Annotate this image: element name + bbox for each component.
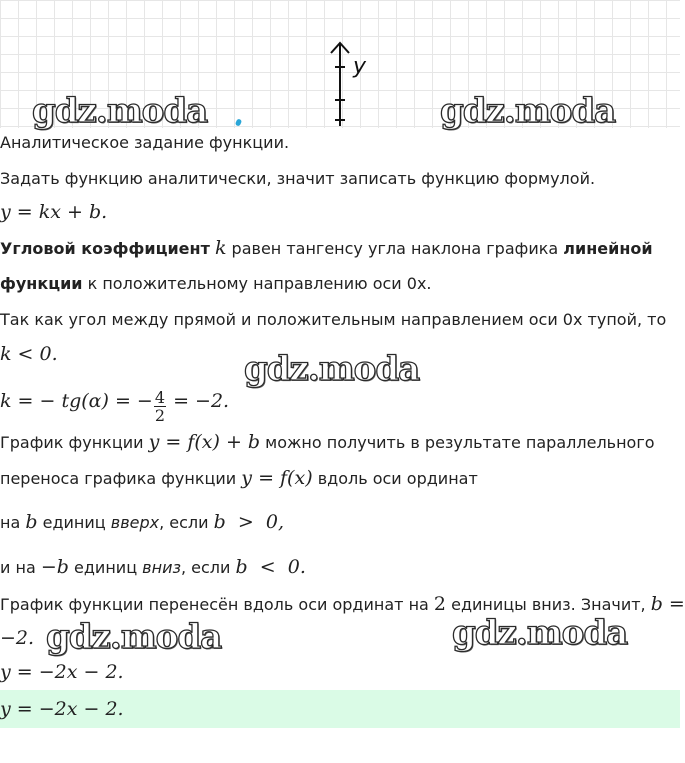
text-line: Аналитическое задание функции.	[0, 133, 290, 152]
text-line: График функции y = f(x) + b можно получить в результате параллельного	[0, 431, 655, 453]
answer-box	[0, 690, 680, 728]
text-line: функции к положительному направлению оси 0х.	[0, 274, 432, 293]
fraction: $\frac{4}{2}$	[154, 387, 166, 425]
y-axis-label: y	[353, 54, 367, 79]
text-line: переноса графика функции y = f(x) вдоль оси ординат	[0, 467, 478, 489]
text-line: Так как угол между прямой и положительным направлением оси 0х тупой, то	[0, 310, 667, 329]
answer-formula: y = −2x − 2.	[0, 698, 124, 720]
y-axis	[320, 38, 360, 128]
formula-line: y = −2x − 2.	[0, 661, 124, 683]
formula-line: −2.	[0, 627, 35, 649]
text-line: на b единиц вверх, если b > 0,	[0, 511, 284, 533]
text-line: и на −b единиц вниз, если b < 0.	[0, 556, 306, 578]
watermark: gdz.moda	[32, 91, 208, 131]
formula-line: k = − tg(α) = − $\frac{4}{2}$ = −2.	[0, 387, 230, 425]
formula-line: y = kx + b.	[0, 201, 108, 223]
formula-line: k < 0.	[0, 343, 58, 365]
text-line: Задать функцию аналитически, значит записать функцию формулой.	[0, 169, 596, 188]
watermark: gdz.moda	[46, 617, 222, 657]
text-line: График функции перенесён вдоль оси ординат на 2 единицы вниз. Значит, b =	[0, 593, 685, 615]
watermark: gdz.moda	[244, 349, 420, 389]
watermark: gdz.moda	[440, 91, 616, 131]
text-line: Угловой коэффициент k равен тангенсу угла наклона графика линейной	[0, 237, 653, 259]
watermark: gdz.moda	[452, 613, 628, 653]
